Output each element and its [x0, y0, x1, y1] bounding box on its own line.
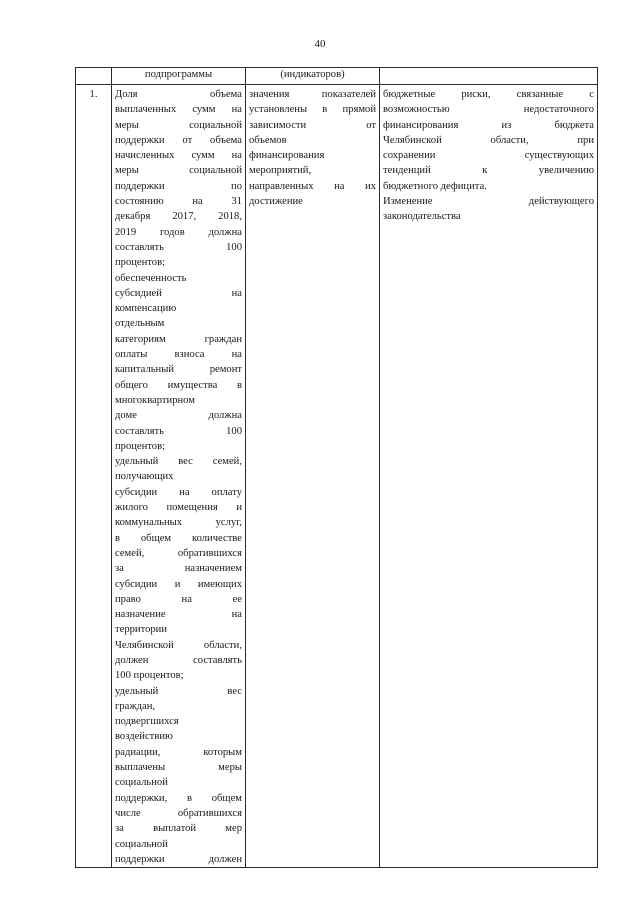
- text-line: Доля объема: [115, 89, 242, 100]
- text-line: удельный вес: [115, 685, 242, 697]
- text-line: 2019 годов должна: [115, 226, 242, 238]
- header-cell-risks: [380, 68, 598, 85]
- text-line: назначение на: [115, 609, 242, 621]
- text-line: за назначением: [115, 563, 242, 575]
- text-line: семей, обратившихся: [115, 547, 242, 559]
- text-line: Изменение действующего: [383, 196, 594, 208]
- text-line: радиации, которым: [115, 746, 242, 758]
- text-line: территории: [115, 624, 168, 636]
- page-number: 40: [314, 38, 326, 50]
- text-line: установлены в прямой: [249, 104, 376, 116]
- text-line: выплаченных сумм на: [115, 104, 242, 116]
- text-line: категориям граждан: [115, 333, 242, 345]
- text-line: удельный вес семей,: [115, 456, 242, 468]
- text-line: сохранении существующих: [383, 150, 594, 162]
- text-line: процентов;: [115, 440, 166, 452]
- table-row: [76, 85, 598, 868]
- text-line: значения показателей: [249, 89, 376, 100]
- text-line: обеспеченность: [115, 272, 187, 284]
- text-line: социальной: [115, 838, 168, 850]
- text-line: компенсацию: [115, 303, 177, 315]
- risks-cell: [380, 85, 598, 868]
- indicator-text-cell: [112, 85, 246, 868]
- text-line: капитальный ремонт: [115, 364, 242, 376]
- text-line: достижение: [249, 196, 303, 208]
- text-line: получающих: [115, 471, 174, 483]
- text-line: воздействию: [115, 731, 173, 743]
- text-line: субсидии на оплату: [115, 486, 242, 498]
- text-line: зависимости от: [249, 119, 376, 131]
- indicator-values-cell: [246, 85, 380, 868]
- text-line: коммунальных услуг,: [115, 517, 242, 529]
- text-line: тенденций к увеличению: [383, 165, 594, 177]
- text-line: процентов;: [115, 257, 166, 269]
- text-line: в общем количестве: [115, 532, 242, 544]
- text-line: законодательства: [383, 211, 461, 223]
- document-table: [75, 67, 598, 868]
- text-line: право на ее: [115, 593, 242, 605]
- text-line: бюджетные риски, связанные с: [383, 89, 594, 100]
- text-line: субсидии и имеющих: [115, 578, 242, 590]
- text-line: направленных на их: [249, 180, 376, 192]
- text-line: поддержки по: [115, 180, 242, 192]
- header-cell-indicators: (индикаторов): [246, 68, 380, 85]
- text-line: составлять 100: [115, 241, 242, 253]
- text-line: поддержки, в общем: [115, 792, 242, 804]
- text-line: финансирования: [249, 150, 325, 162]
- row-number-cell: 1.: [76, 85, 112, 868]
- text-line: 100 процентов;: [115, 670, 184, 682]
- text-line: доме должна: [115, 410, 242, 422]
- text-line: граждан,: [115, 700, 156, 712]
- text-line: начисленных сумм на: [115, 150, 242, 162]
- text-line: возможностью недостаточного: [383, 104, 594, 116]
- text-line: финансирования из бюджета: [383, 119, 594, 131]
- text-line: многоквартирном: [115, 394, 195, 406]
- text-line: общего имущества в: [115, 379, 242, 391]
- text-line: за выплатой мер: [115, 823, 242, 835]
- text-line: оплаты взноса на: [115, 349, 242, 361]
- header-cell-number: [76, 68, 112, 85]
- text-line: Челябинской области,: [115, 639, 242, 651]
- text-line: должен составлять: [115, 654, 242, 666]
- text-line: объемов: [249, 134, 287, 146]
- text-line: поддержки должен: [115, 853, 242, 865]
- text-line: поддержки от объема: [115, 134, 242, 146]
- text-line: состоянию на 31: [115, 196, 242, 208]
- table-header-row: [76, 68, 598, 85]
- text-line: отдельным: [115, 318, 165, 330]
- header-cell-subprogram: подпрограммы: [112, 68, 246, 85]
- text-line: составлять 100: [115, 425, 242, 437]
- text-line: подвергшихся: [115, 716, 179, 728]
- text-line: бюджетного дефицита.: [383, 180, 487, 192]
- text-line: субсидией на: [115, 287, 242, 299]
- text-line: выплачены меры: [115, 762, 242, 774]
- text-line: меры социальной: [115, 165, 242, 177]
- text-line: жилого помещения и: [115, 502, 242, 514]
- text-line: декабря 2017, 2018,: [115, 211, 242, 223]
- text-line: социальной: [115, 777, 168, 789]
- text-line: меры социальной: [115, 119, 242, 131]
- text-line: мероприятий,: [249, 165, 312, 177]
- text-line: числе обратившихся: [115, 807, 242, 819]
- text-line: Челябинской области, при: [383, 134, 594, 146]
